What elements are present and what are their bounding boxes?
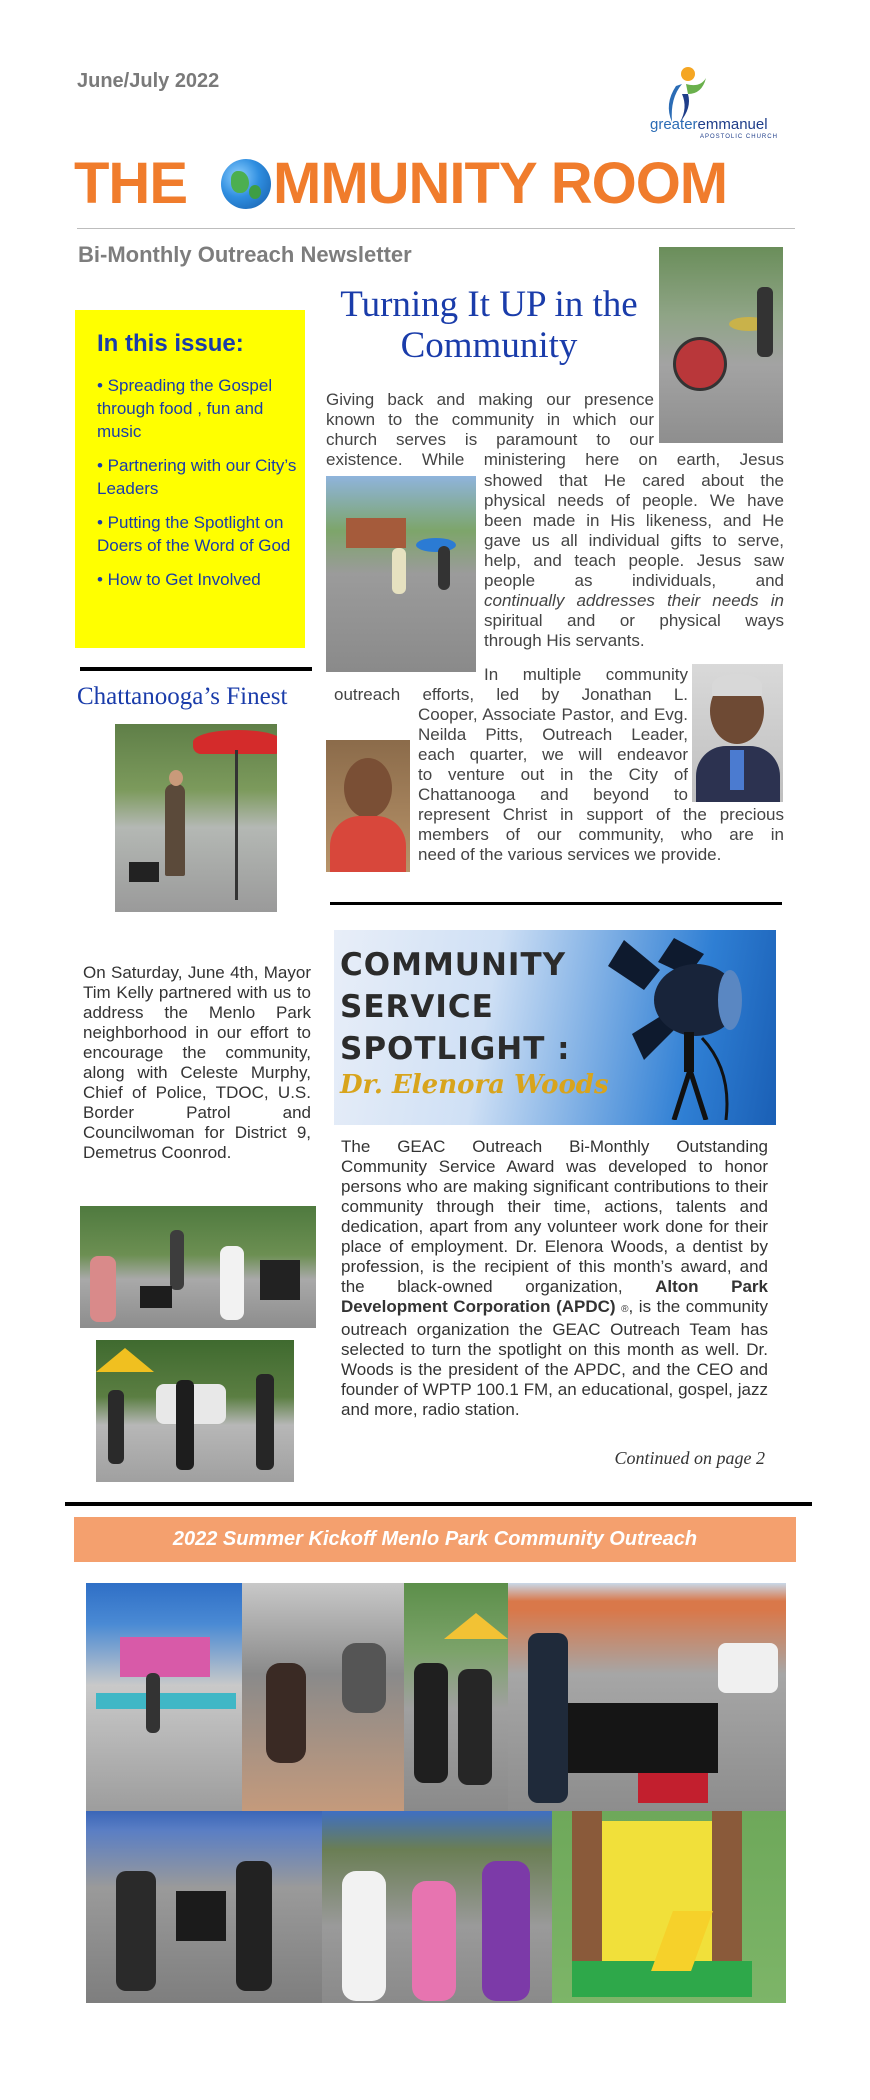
article-text-block: [418, 805, 784, 865]
pastor-portrait-photo: [692, 664, 783, 802]
collage-photo: [322, 1811, 552, 2003]
spotlight-title: COMMUNITY SERVICE SPOTLIGHT :: [340, 947, 571, 1067]
spotlight-banner: [334, 930, 776, 1125]
article-line: Chattanooga and beyond to: [418, 785, 688, 804]
article-line: represent Christ in support of the precious: [418, 805, 784, 824]
logo-subtitle: APOSTOLIC CHURCH: [700, 134, 778, 140]
article-line: through His servants.: [484, 631, 645, 650]
issue-item: • Partnering with our City’s Leaders: [97, 456, 297, 498]
spotlight-lamp-icon: [604, 930, 764, 1120]
issue-item: • Spreading the Gospel through food , fun and music: [97, 376, 273, 441]
issue-item: • Putting the Spotlight on Doers of the Word of God: [97, 513, 291, 555]
outreach-banner: 2022 Summer Kickoff Menlo Park Community Outreach: [74, 1517, 796, 1562]
issue-date: June/July 2022: [77, 70, 220, 92]
collage-photo: [552, 1811, 786, 2003]
article-line: Cooper, Associate Pastor, and Evg.: [418, 705, 688, 724]
outreach-leader-portrait-photo: [326, 740, 410, 872]
globe-icon: [221, 159, 271, 209]
collage-photo: [508, 1583, 786, 1811]
main-headline: Turning It UP in the Community: [340, 284, 638, 366]
event-crowd-photo: [80, 1206, 316, 1328]
registered-mark-icon: ®: [621, 1304, 629, 1315]
article-line: to venture out in the City of: [418, 765, 688, 784]
issue-item: • How to Get Involved: [97, 570, 261, 589]
collage-photo: [86, 1583, 242, 1811]
logo-figure-icon: [652, 64, 712, 124]
mayor-speaking-photo: [115, 724, 277, 912]
church-logo: [648, 64, 790, 160]
collage-photo: [86, 1811, 322, 2003]
outreach-crowd-photo: [326, 476, 476, 672]
logo-wordmark: greateremmanuel: [650, 116, 768, 133]
collage-photo: [242, 1583, 404, 1811]
article-line: Neilda Pitts, Outreach Leader,: [418, 725, 688, 744]
article-line: gave us all individual gifts to serve,: [484, 531, 784, 550]
article-line: need of the various services we provide.: [418, 845, 722, 864]
article-line: physical needs of people. We have: [484, 491, 784, 510]
article-line: been made in His likeness, and He: [484, 511, 784, 530]
article-line: known to the community in which our: [326, 410, 654, 429]
spotlight-honoree-name: Dr. Elenora Woods: [340, 1070, 609, 1100]
spotlight-paragraph: The GEAC Outreach Bi-Monthly Outstanding Community Service Award was developed to honor persons who are making significant contributions to their community through their time, actions, talents and dedication, apart from any volunteer work done for their place of employment. Dr. Elenora Woods, a dentist by profession, is the recipient of this month’s award, and the black-owned organization, Alton Park Development Corporation (APDC) ®, is the community outreach organization the GEAC Outreach Team has selected to turn the spotlight on this month as well. Dr. Woods is the president of the APDC, and the CEO and founder of WPTP 100.1 FM, an educational, gospel, jazz and more, radio station.: [341, 1137, 768, 1419]
article-line: Giving back and making our presence: [326, 390, 654, 409]
in-this-issue-heading: In this issue:: [97, 330, 244, 357]
article-text-block: [326, 390, 654, 450]
article-line: continually addresses their needs in: [484, 591, 784, 610]
article-line: people as individuals, and: [484, 571, 784, 590]
continued-note: Continued on page 2: [614, 1448, 765, 1468]
article-text-block: [484, 471, 784, 651]
article-line: each quarter, we will endeavor: [418, 745, 688, 764]
drummer-photo: [659, 247, 783, 443]
article-line: showed that He cared about the: [484, 471, 784, 490]
article-line: outreach efforts, led by Jonathan L.: [334, 685, 688, 704]
article-line: church serves is paramount to our: [326, 430, 654, 449]
article-line: spiritual and or physical ways: [484, 611, 784, 630]
article-line: members of our community, who are in: [418, 825, 784, 844]
article-line: In multiple community: [484, 665, 688, 684]
article-line: help, and teach people. Jesus saw: [484, 551, 784, 570]
apdc-name: Alton Park Development Corporation (APDC): [341, 1277, 768, 1316]
newsletter-subtitle: Bi-Monthly Outreach Newsletter: [78, 242, 412, 267]
section-divider: [330, 902, 782, 905]
article-line: existence. While ministering here on earth, Jesus: [326, 450, 784, 469]
header-divider: [77, 228, 795, 229]
collage-photo: [404, 1583, 508, 1811]
outreach-photo-collage: [86, 1583, 786, 2003]
mayor-paragraph: On Saturday, June 4th, Mayor Tim Kelly partnered with us to address the Menlo Park neighborhood in our effort to encourage the community, along with Celeste Murphy, Chief of Police, TDOC, U.S. Border Patrol and Councilwoman for District 9, Demetrus Coonrod.: [83, 963, 311, 1162]
chattanooga-finest-heading: Chattanooga’s Finest: [77, 683, 288, 710]
police-officers-photo: [96, 1340, 294, 1482]
in-this-issue-box: [75, 310, 305, 648]
section-divider: [80, 667, 312, 671]
section-divider: [65, 1502, 812, 1506]
article-text-block: [418, 705, 688, 805]
newsletter-title: THE MMUNITY ROOM: [74, 151, 728, 216]
